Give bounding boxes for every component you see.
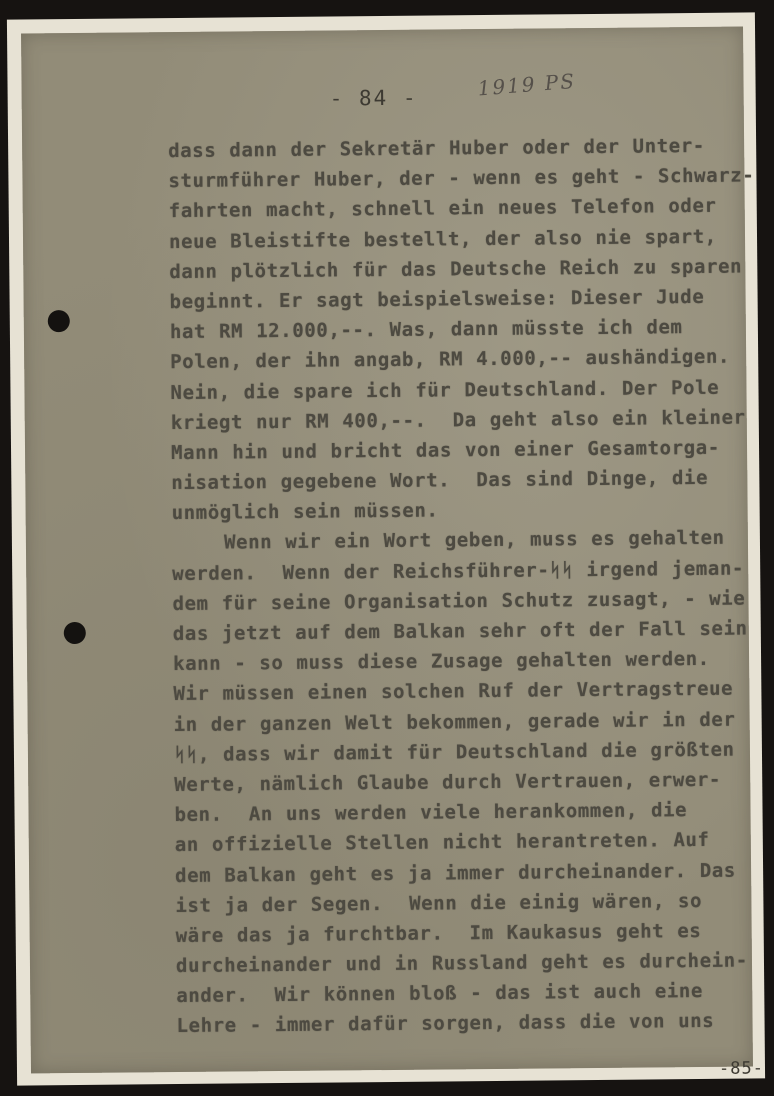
text-line: hat RM 12.000,--. Was, dann müsste ich dem xyxy=(169,316,683,344)
text-line: fahrten macht, schnell ein neues Telefon oder xyxy=(168,195,717,223)
text-line: kann - so muss diese Zusage gehalten werden. xyxy=(172,648,710,676)
text-line: kriegt nur RM 400,--. Da geht also ein kleiner xyxy=(170,406,746,434)
text-line: neue Bleistifte bestellt, der also nie spart, xyxy=(168,225,717,253)
text-line: durcheinander und in Russland geht es durchein- xyxy=(175,949,748,978)
text-line: werden. Wenn der Reichsführer-ᛋᛋ irgend jeman- xyxy=(172,557,745,585)
text-line: das jetzt auf dem Balkan sehr oft der Fall sein xyxy=(172,617,748,646)
text-line: ander. Wir können bloß - das ist auch eine xyxy=(176,980,704,1008)
text-line: an offizielle Stellen nicht herantreten. Auf xyxy=(174,829,710,857)
text-line: ᛋᛋ, dass wir damit für Deutschland die größten xyxy=(173,738,735,766)
text-line: sturmführer Huber, der - wenn es geht - Schwarz- xyxy=(168,164,755,193)
text-line: nisation gegebene Wort. Das sind Dinge, die xyxy=(171,466,709,495)
page-number: - 84 - xyxy=(329,85,418,111)
text-line: unmöglich sein müssen. xyxy=(171,499,439,525)
text-line: Polen, der ihn angab, RM 4.000,-- aushändigen. xyxy=(170,346,731,374)
text-line: Lehre - immer dafür sorgen, dass die von uns xyxy=(176,1010,715,1038)
punch-hole-upper xyxy=(48,310,70,332)
text-line: dem für seine Organisation Schutz zusagt, - wie xyxy=(172,587,746,615)
text-line: Werte, nämlich Glaube durch Vertrauen, erwer- xyxy=(174,768,722,796)
text-line: Wir müssen einen solchen Ruf der Vertragstreue xyxy=(173,678,734,706)
catchword-next-page: -85- xyxy=(718,1058,765,1079)
text-line: wäre das ja furchtbar. Im Kaukasus geht es xyxy=(175,919,702,947)
handwritten-annotation: 1919 PS xyxy=(476,68,577,101)
paper-page xyxy=(7,12,765,1085)
text-line: dass dann der Sekretär Huber oder der Unter- xyxy=(168,134,705,163)
text-line: Mann hin und bricht das von einer Gesamtorga- xyxy=(170,436,720,464)
typed-body-text xyxy=(168,130,767,1041)
text-line: dann plötzlich für das Deutsche Reich zu sparen xyxy=(169,255,743,283)
text-line: ist ja der Segen. Wenn die einig wären, so xyxy=(175,889,703,917)
text-line: Wenn wir ein Wort geben, muss es gehalten xyxy=(171,527,725,555)
text-line: Nein, die spare ich für Deutschland. Der Pole xyxy=(170,376,720,404)
text-line: ben. An uns werden viele herankommen, die xyxy=(174,799,688,827)
text-line: in der ganzen Welt bekommen, gerade wir in der xyxy=(173,708,736,736)
text-line: beginnt. Er sagt beispielsweise: Dieser Jude xyxy=(169,285,705,314)
punch-hole-lower xyxy=(64,622,86,644)
text-line: dem Balkan geht es ja immer durcheinander. Das xyxy=(175,859,737,887)
